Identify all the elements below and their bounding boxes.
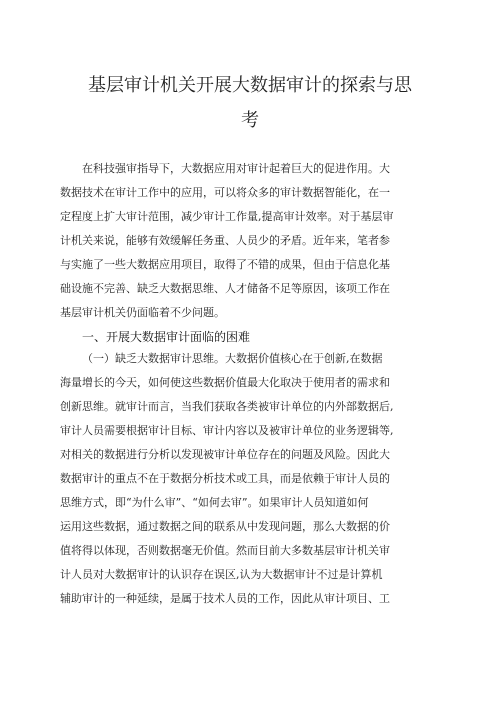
paragraph-line: 海量增长的今天，如何使这些数据价值最大化取决于使用者的需求和 xyxy=(60,376,390,389)
section-paragraph xyxy=(60,347,440,611)
document-title-line-1: 基层审计机关开展大数据审计的探索与思 xyxy=(88,75,412,96)
paragraph-line: 计机关来说，能够有效缓解任务重、人员少的矛盾。近年来，笔者参 xyxy=(60,234,390,247)
paragraph-line: 计人员对大数据审计的认识存在误区,认为大数据审计不过是计算机 xyxy=(60,568,383,581)
paragraph-line: 数据审计的重点不在于数据分析技术或工具，而是依赖于审计人员的 xyxy=(60,472,390,485)
paragraph-line: 辅助审计的一种延续，是属于技术人员的工作，因此从审计项目、工 xyxy=(60,592,390,605)
paragraph-line: 在科技强审指导下，大数据应用对审计起着巨大的促进作用。大 xyxy=(82,162,390,175)
document-title-line-2: 考 xyxy=(241,110,259,131)
paragraph-line: 创新思维。就审计而言，当我们获取各类被审计单位的内外部数据后, xyxy=(60,400,394,413)
paragraph-line: 础设施不完善、缺乏大数据思维、人才储备不足等原因，该项工作在 xyxy=(60,282,390,295)
intro-paragraph xyxy=(60,157,440,325)
paragraph-line: 思维方式，即“为什么审”、“如何去审”。如果审计人员知道如何 xyxy=(60,496,369,509)
paragraph-line: 定程度上扩大审计范围，减少审计工作量,提高审计效率。对于基层审 xyxy=(60,210,394,223)
paragraph-line: 审计人员需要根据审计目标、审计内容以及被审计单位的业务逻辑等, xyxy=(60,424,394,437)
section-heading: 一、开展大数据审计面临的困难 xyxy=(82,330,251,344)
paragraph-line: 基层审计机关仍面临着不少问题。 xyxy=(60,306,225,319)
paragraph-line: 与实施了一些大数据应用项目，取得了不错的成果，但由于信息化基 xyxy=(60,258,390,271)
paragraph-line: 对相关的数据进行分析以发现被审计单位存在的问题及风险。因此大 xyxy=(60,448,390,461)
paragraph-line: （一）缺乏大数据审计思维。大数据价值核心在于创新,在数据 xyxy=(82,352,383,365)
paragraph-line: 运用这些数据，通过数据之间的联系从中发现问题，那么大数据的价 xyxy=(60,520,390,533)
paragraph-line: 值将得以体现，否则数据毫无价值。然而目前大多数基层审计机关审 xyxy=(60,544,390,557)
paragraph-line: 数据技术在审计工作中的应用，可以将众多的审计数据智能化，在一 xyxy=(60,186,390,199)
